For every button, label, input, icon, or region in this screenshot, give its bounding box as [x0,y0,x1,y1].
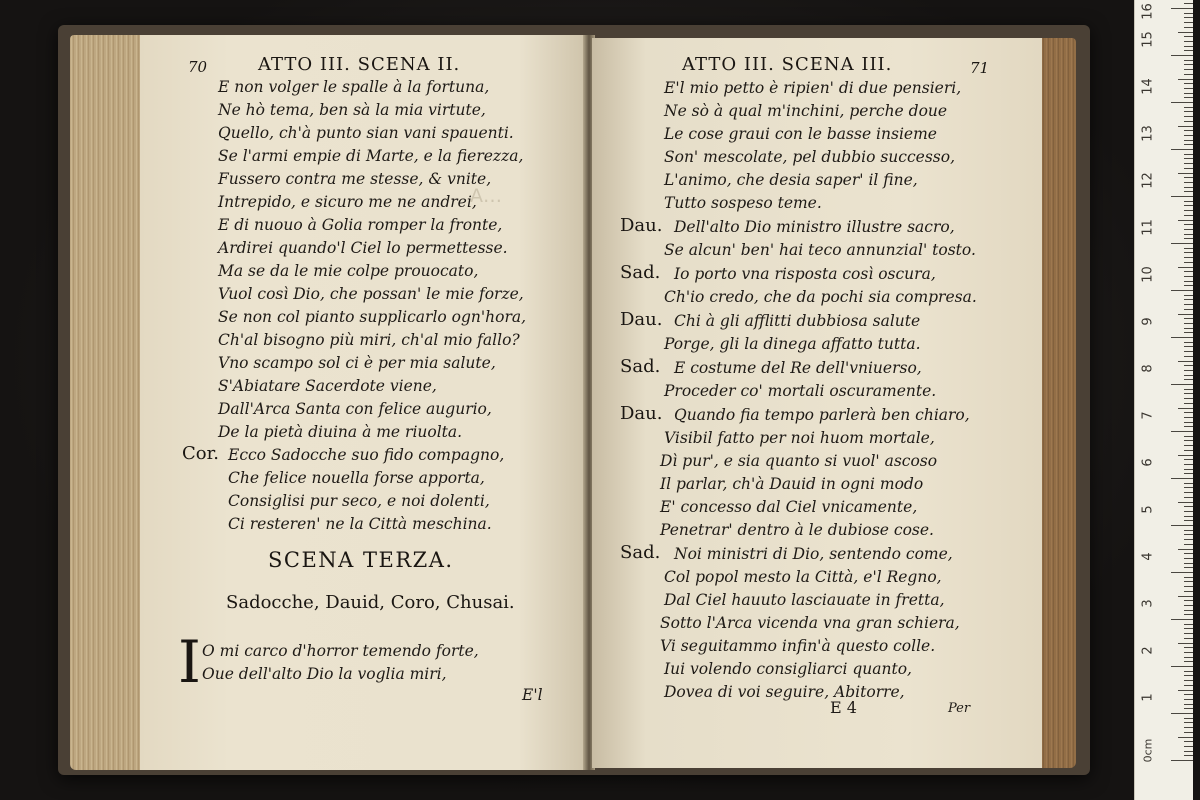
ruler-tick [1171,243,1193,244]
ruler-tick [1171,337,1193,338]
ruler-tick [1184,328,1193,329]
speaker-label: Sad. [620,262,661,283]
ruler-tick [1184,567,1193,568]
ruler-tick [1184,610,1193,611]
verse-line: Ne hò tema, ben sà la mia virtute, [218,101,486,119]
ruler-tick [1184,675,1193,676]
ruler-tick [1184,699,1193,700]
ruler-tick [1184,215,1193,216]
ruler-tick [1184,600,1193,601]
ruler-number: 5 [1140,505,1156,514]
ruler-number: 16 [1140,3,1156,20]
ruler-tick [1184,417,1193,418]
ruler-tick [1184,140,1193,141]
ruler-tick [1178,455,1193,456]
ruler-tick [1171,431,1193,432]
ruler-tick [1184,422,1193,423]
ruler-tick [1184,36,1193,37]
ruler-tick [1178,361,1193,362]
left-page-edges [70,35,145,770]
ruler-tick [1184,74,1193,75]
ruler-tick [1184,323,1193,324]
ruler-tick [1184,671,1193,672]
ruler-tick [1184,111,1193,112]
ruler-tick [1178,502,1193,503]
ruler-tick [1184,375,1193,376]
ruler-tick [1171,149,1193,150]
ruler-tick [1184,370,1193,371]
ruler-tick [1184,487,1193,488]
catchword: Per [948,701,971,716]
ruler-number: 7 [1140,411,1156,420]
ruler-number: 10 [1140,266,1156,283]
ruler-tick [1184,309,1193,310]
ruler-tick [1184,276,1193,277]
ruler-number: 14 [1140,78,1156,95]
ruler-tick [1184,234,1193,235]
signature-mark: E 4 [830,698,857,717]
ruler-tick [1184,450,1193,451]
ruler-tick [1184,252,1193,253]
verse-line: Intrepido, e sicuro me ne andrei, [218,193,477,211]
ruler-tick [1184,558,1193,559]
ruler-tick [1184,304,1193,305]
ruler-number: 15 [1140,31,1156,48]
ruler-tick [1178,596,1193,597]
ruler-tick [1184,492,1193,493]
ruler-number: 6 [1140,458,1156,467]
verse-line: Dal Ciel hauuto lasciauate in fretta, [664,591,945,609]
ruler-tick [1178,408,1193,409]
verse-line: Che felice nouella forse apporta, [228,469,485,487]
ruler-tick [1184,69,1193,70]
ruler-tick [1184,469,1193,470]
ruler-tick [1171,384,1193,385]
ruler-tick [1184,520,1193,521]
ruler-tick [1184,445,1193,446]
ruler-tick [1184,187,1193,188]
ruler-tick [1178,220,1193,221]
ruler-tick [1184,201,1193,202]
ruler-tick [1184,605,1193,606]
ruler-tick [1184,694,1193,695]
ruler-tick [1184,97,1193,98]
ruler-tick [1184,746,1193,747]
ruler-tick [1184,41,1193,42]
ruler-tick [1184,661,1193,662]
ruler-unit-label: 0cm [1141,738,1155,763]
ruler-tick [1178,690,1193,691]
verse-line: Se alcun' ben' hai teco annunzial' tosto. [664,241,976,259]
verse-line: E costume del Re dell'vniuerso, [674,359,922,377]
ruler-tick [1178,737,1193,738]
ruler-tick [1184,83,1193,84]
ruler-tick [1184,680,1193,681]
ruler-tick [1184,647,1193,648]
ruler-tick [1184,168,1193,169]
ruler-number: 4 [1140,552,1156,561]
verse-line: Dall'Arca Santa con felice augurio, [218,400,492,418]
running-header: ATTO III. SCENA III. [682,54,893,75]
verse-line: Ch'al bisogno più miri, ch'al mio fallo? [218,331,520,349]
ruler-tick [1184,398,1193,399]
speaker-label: Dau. [620,215,663,236]
ruler-tick [1178,643,1193,644]
verse-line: Iui volendo consigliarci quanto, [664,660,912,678]
ruler-tick [1178,549,1193,550]
ruler-tick [1184,135,1193,136]
verse-line: Fussero contra me stesse, & vnite, [218,170,492,188]
page-number: 70 [188,58,208,76]
ruler-tick [1184,483,1193,484]
verse-line: Le cose graui con le basse insieme [664,125,937,143]
measuring-ruler [1134,0,1193,800]
ruler-tick [1171,666,1193,667]
catchword: E'l [522,686,543,704]
ruler-tick [1184,389,1193,390]
ruler-tick [1184,464,1193,465]
ruler-tick [1178,126,1193,127]
ruler-tick [1184,741,1193,742]
ruler-tick [1184,685,1193,686]
verse-line: Consiglisi pur seco, e noi dolenti, [228,492,490,510]
ruler-tick [1171,760,1193,761]
ruler-tick [1184,718,1193,719]
verse-line: Il parlar, ch'à Dauid in ogni modo [660,475,924,493]
ruler-tick [1184,563,1193,564]
ruler-tick [1184,107,1193,108]
ruler-tick [1184,497,1193,498]
verse-line: Noi ministri di Dio, sentendo come, [674,545,953,563]
ruler-tick [1184,577,1193,578]
ruler-tick [1184,657,1193,658]
ruler-tick [1184,271,1193,272]
ruler-tick [1184,332,1193,333]
ruler-tick [1184,163,1193,164]
verse-line: Dell'alto Dio ministro illustre sacro, [674,218,955,236]
verse-line: Dì pur', e sia quanto si vuol' ascoso [660,452,938,470]
ruler-number: 8 [1140,364,1156,373]
ruler-tick [1184,534,1193,535]
verse-line: De la pietà diuina à me riuolta. [218,423,463,441]
verse-line: Tutto sospeso teme. [664,194,822,212]
ruler-tick [1184,46,1193,47]
ruler-tick [1184,351,1193,352]
ruler-tick [1184,722,1193,723]
ruler-number: 11 [1140,219,1156,236]
scene-title: SCENA TERZA. [268,548,454,572]
ruler-tick [1184,257,1193,258]
ruler-tick [1184,755,1193,756]
verse-line: E'l mio petto è ripien' di due pensieri, [664,79,962,97]
ruler-tick [1178,32,1193,33]
ruler-tick [1184,210,1193,211]
verse-line: Quando fia tempo parlerà ben chiaro, [674,406,970,424]
verse-line: E di nuouo à Golia romper la fronte, [218,216,503,234]
ruler-tick [1184,544,1193,545]
ruler-tick [1184,511,1193,512]
ruler-tick [1171,8,1193,9]
ruler-tick [1178,314,1193,315]
right-page [592,38,1042,768]
verse-line: Oue dell'alto Dio la voglia miri, [202,665,447,683]
ruler-tick [1184,262,1193,263]
ruler-tick [1184,473,1193,474]
ruler-tick [1171,572,1193,573]
verse-line: Visibil fatto per noi huom mortale, [664,429,935,447]
ruler-tick [1184,299,1193,300]
ruler-tick [1184,191,1193,192]
ruler-tick [1184,638,1193,639]
verse-line: Ecco Sadocche suo fido compagno, [228,446,505,464]
verse-line: Ma se da le mie colpe prouocato, [218,262,479,280]
ruler-tick [1184,229,1193,230]
ruler-tick [1184,177,1193,178]
ruler-tick [1171,102,1193,103]
verse-line: Ne sò à qual m'inchini, perche doue [664,102,948,120]
ruler-tick [1184,403,1193,404]
ruler-tick [1184,158,1193,159]
ruler-tick [1184,144,1193,145]
speaker-label: Cor. [182,443,219,464]
verse-line: Se non col pianto supplicarlo ogn'hora, [218,308,527,326]
ruler-tick [1184,154,1193,155]
ruler-tick [1184,751,1193,752]
speaker-label: Sad. [620,356,661,377]
ruler-tick [1171,619,1193,620]
verse-line: Penetrar' dentro à le dubiose cose. [660,521,934,539]
speaker-label: Sad. [620,542,661,563]
show-through-text: A… [470,185,502,207]
ruler-tick [1184,426,1193,427]
verse-line: E' concesso dal Ciel vnicamente, [660,498,918,516]
ruler-tick [1184,708,1193,709]
left-page [140,35,585,770]
ruler-tick [1184,412,1193,413]
ruler-tick [1184,614,1193,615]
ruler-tick [1184,652,1193,653]
ruler-number: 1 [1140,693,1156,702]
ruler-tick [1184,459,1193,460]
ruler-tick [1184,732,1193,733]
ruler-tick [1184,295,1193,296]
ruler-tick [1184,130,1193,131]
ruler-tick [1178,79,1193,80]
ruler-tick [1184,17,1193,18]
ruler-tick [1184,50,1193,51]
ruler-tick [1184,318,1193,319]
page-number: 71 [970,59,990,77]
verse-line: Col popol mesto la Città, e'l Regno, [664,568,942,586]
ruler-tick [1184,27,1193,28]
ruler-number: 3 [1140,599,1156,608]
ruler-tick [1184,3,1193,4]
verse-line: Vuol così Dio, che possan' le mie forze, [218,285,524,303]
ruler-tick [1184,530,1193,531]
ruler-tick [1184,13,1193,14]
verse-line: Porge, gli la dinega affatto tutta. [664,335,921,353]
ruler-tick [1171,196,1193,197]
ruler-tick [1184,64,1193,65]
ruler-tick [1184,224,1193,225]
ruler-tick [1184,628,1193,629]
verse-line: Ci resteren' ne la Città meschina. [228,515,492,533]
verse-line: Chi à gli afflitti dubbiosa salute [674,312,921,330]
ruler-tick [1184,365,1193,366]
ruler-tick [1184,238,1193,239]
drop-cap: I [178,628,201,696]
verse-line: O mi carco d'horror temendo forte, [202,642,479,660]
ruler-tick [1171,525,1193,526]
ruler-tick [1184,379,1193,380]
ruler-tick [1184,22,1193,23]
ruler-tick [1184,516,1193,517]
ruler-tick [1184,248,1193,249]
verse-line: Sotto l'Arca vicenda vna gran schiera, [660,614,960,632]
ruler-tick [1171,290,1193,291]
ruler-tick [1178,267,1193,268]
ruler-tick [1171,478,1193,479]
ruler-tick [1184,440,1193,441]
verse-line: Son' mescolate, pel dubbio successo, [664,148,955,166]
ruler-number: 13 [1140,125,1156,142]
verse-line: Ardirei quando'l Ciel lo permettesse. [218,239,508,257]
ruler-tick [1184,539,1193,540]
ruler-tick [1178,173,1193,174]
ruler-tick [1184,88,1193,89]
ruler-tick [1184,506,1193,507]
ruler-tick [1184,205,1193,206]
ruler-tick [1184,346,1193,347]
ruler-tick [1184,342,1193,343]
ruler-tick [1184,182,1193,183]
ruler-tick [1184,704,1193,705]
ruler-tick [1184,586,1193,587]
ruler-number: 9 [1140,317,1156,326]
ruler-tick [1184,393,1193,394]
character-list: Sadocche, Dauid, Coro, Chusai. [226,592,515,613]
verse-line: Vi seguitammo infin'à questo colle. [660,637,936,655]
right-page-edges [1040,38,1076,768]
speaker-label: Dau. [620,309,663,330]
ruler-tick [1184,121,1193,122]
speaker-label: Dau. [620,403,663,424]
verse-line: Dovea di voi seguire, Abitorre, [664,683,905,701]
verse-line: Ch'io credo, che da pochi sia compresa. [664,288,977,306]
ruler-tick [1184,281,1193,282]
ruler-number: 12 [1140,172,1156,189]
verse-line: L'animo, che desia saper' il fine, [664,171,918,189]
ruler-tick [1184,436,1193,437]
running-header: ATTO III. SCENA II. [258,54,461,75]
ruler-tick [1184,116,1193,117]
ruler-tick [1184,60,1193,61]
ruler-tick [1184,356,1193,357]
verse-line: Se l'armi empie di Marte, e la fierezza, [218,147,524,165]
ruler-tick [1184,591,1193,592]
ruler-tick [1184,633,1193,634]
ruler-tick [1184,727,1193,728]
ruler-number: 2 [1140,646,1156,655]
verse-line: Io porto vna risposta così oscura, [674,265,936,283]
ruler-tick [1184,624,1193,625]
ruler-tick [1184,581,1193,582]
ruler-tick [1184,285,1193,286]
ruler-tick [1171,55,1193,56]
verse-line: Vno scampo sol ci è per mia salute, [218,354,496,372]
verse-line: S'Abiatare Sacerdote viene, [218,377,437,395]
ruler-tick [1184,93,1193,94]
ruler-tick [1171,713,1193,714]
verse-line: E non volger le spalle à la fortuna, [218,78,490,96]
verse-line: Quello, ch'à punto sian vani spauenti. [218,124,514,142]
ruler-tick [1184,553,1193,554]
verse-line: Proceder co' mortali oscuramente. [664,382,937,400]
